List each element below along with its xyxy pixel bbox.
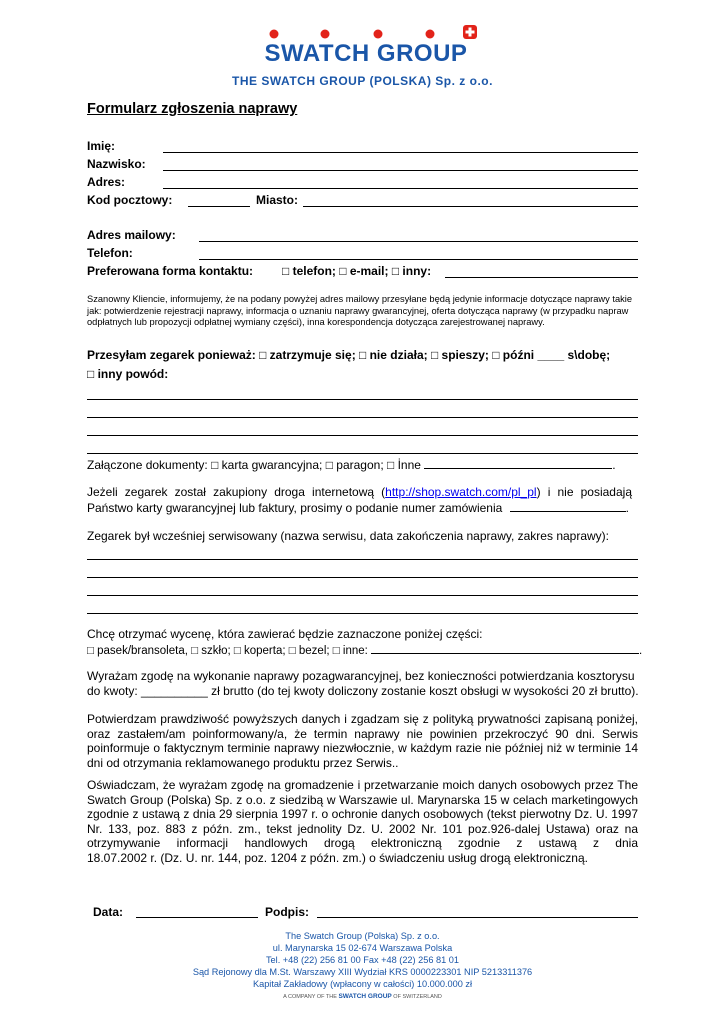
kontakt-other-field[interactable] [445, 277, 638, 278]
kontakt-label: Preferowana forma kontaktu: [87, 264, 254, 278]
kontakt-options[interactable]: □ telefon; □ e-mail; □ inny: [282, 264, 432, 278]
footer-address: ul. Marynarska 15 02-674 Warszawa Polska [272, 943, 453, 953]
consent-line-2[interactable]: do kwoty: __________ zł brutto (do tej kwoty doliczony zostanie koszt obsługi w wysokości 20 zł brutto). [87, 684, 639, 698]
email-notice: Szanowny Kliencie, informujemy, że na podany powyżej adres mailowy przesyłane będą jedynie informacje dotyczące naprawy takie jak: potwierdzenie rejestracji naprawy, informacja o uznaniu naprawy gwarancyjnej, oferta dotycząca naprawy (w przypadku napraw odpłatnych lub propozycji odpłatnej wymiany części), inna korespondencja dotycząca zarejestrowanej naprawy. [87, 294, 633, 327]
company-of-b: OF SWITZERLAND [393, 994, 442, 1000]
confirm-last: dni od otrzymania reklamowanego produktu przez Serwis.. [87, 755, 399, 770]
quote-options-text: □ pasek/bransoleta, □ szkło; □ koperta; □ bezel; □ inne: [87, 645, 368, 657]
consent-line-1: Wyrażam zgodę na wykonanie naprawy pozagwarancyjnej, bez konieczności potwierdzania kosztorysu [87, 669, 635, 683]
serviced-line-3[interactable] [87, 595, 638, 596]
signature-label: Podpis: [265, 905, 309, 919]
logo [0, 18, 725, 88]
quote-label: Chcę otrzymać wycenę, która zawierać będzie zaznaczone poniżej części: [87, 627, 483, 641]
declare-paragraph [87, 778, 638, 865]
footer-company: The Swatch Group (Polska) Sp. z o.o. [285, 931, 440, 941]
brand-subtitle: THE SWATCH GROUP (POLSKA) Sp. z o.o. [232, 74, 493, 88]
reason-line-1[interactable] [87, 399, 638, 400]
imie-field[interactable] [163, 152, 638, 153]
online-line-2: Państwo karty gwarancyjnej lub faktury, prosimy o podanie numer zamówienia . [87, 500, 629, 515]
footer-capital: Kapitał Zakładowy (wpłacony w całości) 10.000.000 zł [252, 979, 473, 989]
order-number-field[interactable] [510, 500, 626, 512]
serviced-label: Zegarek był wcześniej serwisowany (nazwa serwisu, data zakończenia naprawy, zakres naprawy): [87, 529, 609, 543]
serviced-line-2[interactable] [87, 577, 638, 578]
footer-phone: Tel. +48 (22) 256 81 00 Fax +48 (22) 256 81 01 [265, 955, 460, 965]
email-field[interactable] [199, 241, 638, 242]
brand-name: SWATCH GROUP [264, 40, 468, 67]
company-of-brand: SWATCH GROUP [338, 993, 392, 1000]
confirm-paragraph [87, 712, 638, 770]
reason-other[interactable]: □ inny powód: [87, 367, 169, 381]
declare-text: Oświadczam, że wyrażam zgodę na gromadzenie i przetwarzanie moich danych osobowych przez The Swatch Group (Polska) Sp. z o.o. z siedzibą w Warszawie ul. Marynarska 15 w celach marketingowych zgodnie z ustawą z dnia 29 sierpnia 1997 r. o ochronie danych osobowych (tekst pierwotny Dz. U. 1997 Nr. 133, poz. 883 z późn. zm., tekst jednolity Dz. U. 2002 Nr. 101 poz.926-dalej Ustawa) oraz na otrzymywanie informacji handlowych drogą elektroniczną zgodnie z ustawą z dnia [87, 778, 638, 850]
email-label: Adres mailowy: [87, 228, 176, 242]
attached-other-field[interactable] [424, 457, 612, 469]
online-line-1 [87, 485, 632, 500]
telefon-field[interactable] [199, 259, 638, 260]
company-of-a: A COMPANY OF THE [283, 994, 337, 1000]
page-title: Formularz zgłoszenia naprawy [87, 101, 298, 117]
online-paragraph [87, 485, 632, 515]
online-text-b: ) i nie posiadają [536, 485, 632, 499]
date-label: Data: [93, 905, 124, 919]
reason-line-2[interactable] [87, 417, 638, 418]
nazwisko-field[interactable] [163, 170, 638, 171]
serviced-line-4[interactable] [87, 613, 638, 614]
reason-line[interactable]: Przesyłam zegarek ponieważ: □ zatrzymuje się; □ nie działa; □ spieszy; □ późni ____ s\dobę; [87, 348, 611, 362]
miasto-label: Miasto: [256, 193, 298, 207]
reason-line-4[interactable] [87, 453, 638, 454]
adres-label: Adres: [87, 175, 126, 189]
kod-label: Kod pocztowy: [87, 193, 173, 207]
serviced-line-1[interactable] [87, 559, 638, 560]
online-text-c: Państwo karty gwarancyjnej lub faktury, prosimy o podanie numer zamówienia [87, 500, 503, 515]
shop-link[interactable]: http://shop.swatch.com/pl_pl [385, 485, 537, 499]
online-text-a: Jeżeli zegarek został zakupiony droga internetową ( [87, 485, 386, 499]
miasto-field[interactable] [303, 206, 638, 207]
imie-label: Imię: [87, 139, 116, 153]
signature-field[interactable] [317, 917, 638, 918]
attached-docs-text: Załączone dokumenty: □ karta gwarancyjna; □ paragon; □ İnne [87, 458, 421, 472]
nazwisko-label: Nazwisko: [87, 157, 146, 171]
confirm-text: Potwierdzam prawdziwość powyższych danych i zgadzam się z polityką prywatności zapisaną poniżej, oraz zastałem/am poinformowany/a, że termin naprawy nie powinien przekroczyć 90 dni. Serwis poinformuje o faktycznym terminie naprawy niezwłocznie, w każdym razie nie później niż w terminie 14 [87, 712, 638, 755]
telefon-label: Telefon: [87, 246, 133, 260]
quote-options[interactable]: □ pasek/bransoleta, □ szkło; □ koperta; □ bezel; □ inne: . [87, 642, 642, 657]
kod-field[interactable] [188, 206, 250, 207]
footer-company-of [0, 993, 725, 1000]
reason-line-3[interactable] [87, 435, 638, 436]
footer-court: Sąd Rejonowy dla M.St. Warszawy XIII Wydział KRS 0000223301 NIP 5213311376 [192, 967, 533, 977]
attached-docs[interactable]: Załączone dokumenty: □ karta gwarancyjna; □ paragon; □ İnne . [87, 458, 616, 472]
date-field[interactable] [136, 917, 258, 918]
adres-field[interactable] [163, 188, 638, 189]
declare-last: 18.07.2002 r. (Dz. U. nr. 144, poz. 1204 z późn. zm.) o świadczeniu usług drogą elektroniczną. [87, 850, 588, 865]
quote-other-field[interactable] [371, 642, 639, 654]
